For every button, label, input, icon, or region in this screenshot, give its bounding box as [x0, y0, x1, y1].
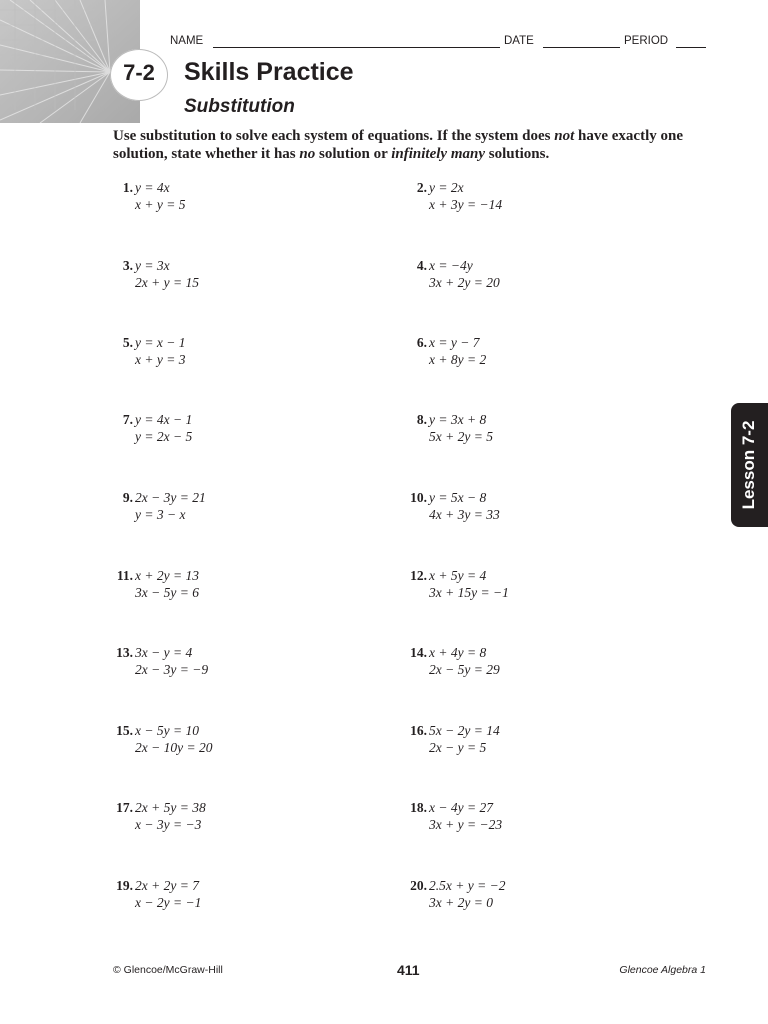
problem: 3. y = 3x 2x + y = 15 — [122, 258, 199, 290]
period-label: PERIOD — [624, 35, 669, 47]
lesson-badge-label: 7-2 — [123, 60, 155, 85]
problem: 14. x + 4y = 8 2x − 5y = 29 — [410, 645, 500, 677]
problem: 6. x = y − 7 x + 8y = 2 — [416, 335, 487, 367]
problem: 9. 2x − 3y = 21 y = 3 − x — [122, 490, 206, 522]
footer-copyright: © Glencoe/McGraw-Hill — [113, 964, 223, 976]
problem: 19. 2x + 2y = 7 x − 2y = −1 — [116, 878, 202, 910]
problem: 1. y = 4x x + y = 5 — [122, 180, 186, 212]
problem: 17. 2x + 5y = 38 x − 3y = −3 — [116, 800, 206, 832]
page-number: 411 — [397, 962, 420, 978]
date-field-line[interactable] — [543, 47, 620, 48]
problem: 16. 5x − 2y = 14 2x − y = 5 — [410, 723, 500, 755]
problem: 2. y = 2x x + 3y = −14 — [416, 180, 503, 212]
problem: 15. x − 5y = 10 2x − 10y = 20 — [116, 723, 213, 755]
instructions: Use substitution to solve each system of equations. If the system does not have exactly one solution, state whether it has no solution or infinitely many solutions. — [113, 128, 683, 162]
date-label: DATE — [504, 35, 534, 47]
period-field-line[interactable] — [676, 47, 706, 48]
problem: 11. x + 2y = 13 3x − 5y = 6 — [116, 568, 199, 600]
name-field-line[interactable] — [213, 47, 500, 48]
problem: 8. y = 3x + 8 5x + 2y = 5 — [416, 412, 493, 444]
page-title: Skills Practice — [184, 58, 354, 86]
problem: 20. 2.5x + y = −2 3x + 2y = 0 — [410, 878, 506, 910]
problem: 4. x = −4y 3x + 2y = 20 — [416, 258, 500, 290]
problem: 18. x − 4y = 27 3x + y = −23 — [410, 800, 503, 832]
problem: 12. x + 5y = 4 3x + 15y = −1 — [410, 568, 509, 600]
problem: 10. y = 5x − 8 4x + 3y = 33 — [410, 490, 500, 522]
footer-book-title: Glencoe Algebra 1 — [619, 964, 706, 976]
page-subtitle: Substitution — [184, 96, 295, 117]
problem: 7. y = 4x − 1 y = 2x − 5 — [122, 412, 193, 444]
problem: 5. y = x − 1 x + y = 3 — [122, 335, 186, 367]
lesson-side-tab-label: Lesson 7-2 — [739, 420, 758, 510]
name-label: NAME — [170, 35, 204, 47]
problem: 13. 3x − y = 4 2x − 3y = −9 — [116, 645, 209, 677]
